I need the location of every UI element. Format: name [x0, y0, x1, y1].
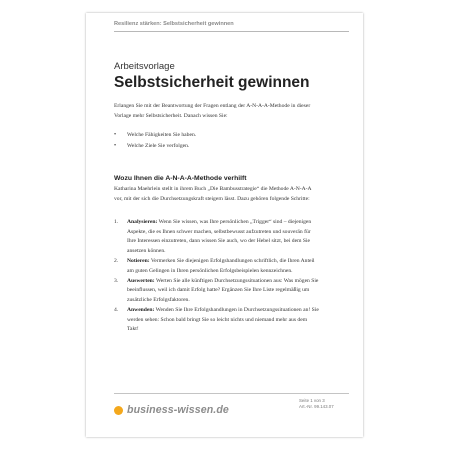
logo-dot-icon	[114, 406, 123, 415]
bullet-marker: •	[114, 142, 117, 149]
document-kicker: Arbeitsvorlage	[114, 61, 175, 72]
step-text: Wenn Sie wissen, was Ihre persönlichen „Trigger“ sind – diejenigen Aspekte, die es Ihnen schwer machen, selbstbewusst aufzutreten und souverän für Ihre Interessen einzutreten, dann wissen Sie auch, wo der Hebel sitzt, bei dem Sie ansetzen können.	[127, 219, 312, 254]
list-item-text: Welche Ziele Sie verfolgen.	[127, 142, 190, 149]
step-item	[114, 306, 319, 335]
step-text: Wenden Sie Ihre Erfolgshandlungen in Durchsetzungssituationen an! Sie werden sehen: Schon bald bringt Sie so leicht nichts und niemand mehr aus dem Takt!	[127, 307, 319, 333]
header-divider	[114, 31, 349, 32]
step-text: Vermerken Sie diejenigen Erfolgshandlungen schriftlich, die Ihren Anteil am guten Gelingen in Ihren persönlichen Erfolgsbeispielen kennzeichnen.	[127, 257, 315, 274]
step-term: Auswerten:	[127, 277, 155, 284]
document-title: Selbstsicherheit gewinnen	[114, 74, 310, 91]
article-number: Art.-Nr. 99.143.07	[299, 404, 334, 409]
section-paragraph: Katharina Maehrlein stellt in ihrem Buch „Die Bambusstrategie“ die Methode A-N-A-A vor, mit der sich die Durchsetzungskraft steigern lässt. Dazu gehören folgende Schritte:	[114, 186, 312, 202]
running-header: Resilienz stärken: Selbstsicherheit gewinnen	[114, 21, 234, 27]
logo-text: business-wissen.de	[127, 404, 229, 416]
footer-divider	[114, 393, 349, 394]
step-item	[114, 218, 319, 256]
step-number: 1.	[114, 219, 119, 225]
list-item	[114, 141, 319, 152]
step-term: Anwenden:	[127, 307, 155, 314]
list-item-text: Welche Fähigkeiten Sie haben.	[127, 132, 197, 138]
page-info	[299, 398, 351, 410]
step-number: 2.	[114, 257, 119, 264]
step-item	[114, 277, 319, 306]
section-heading: Wozu Ihnen die A-N-A-A-Methode verhilft	[114, 175, 247, 182]
page-number: Seite 1 von 3	[299, 398, 325, 403]
step-item	[114, 257, 319, 276]
intro-paragraph: Erlangen Sie mit der Beantwortung der Fragen entlang der A-N-A-A-Methode in dieser Vorlage mehr Selbstsicherheit. Danach wissen Sie:	[114, 103, 311, 119]
step-term: Notieren:	[127, 257, 150, 264]
step-number: 3.	[114, 277, 119, 284]
outcome-list	[114, 130, 319, 151]
step-text: Werten Sie alle künftigen Durchsetzungssituationen aus: Was mögen Sie beeinflussen, weil ich damit Erfolg hatte? Ergänzen Sie Ihre Liste regelmäßig um zusätzliche Erfolgsfaktoren.	[127, 277, 319, 303]
brand-logo	[114, 403, 229, 417]
bullet-marker: •	[114, 132, 117, 138]
list-item	[114, 130, 319, 141]
document-page	[86, 13, 363, 437]
steps-list	[114, 218, 319, 336]
step-number: 4.	[114, 307, 119, 314]
step-term: Analysieren:	[127, 219, 158, 225]
